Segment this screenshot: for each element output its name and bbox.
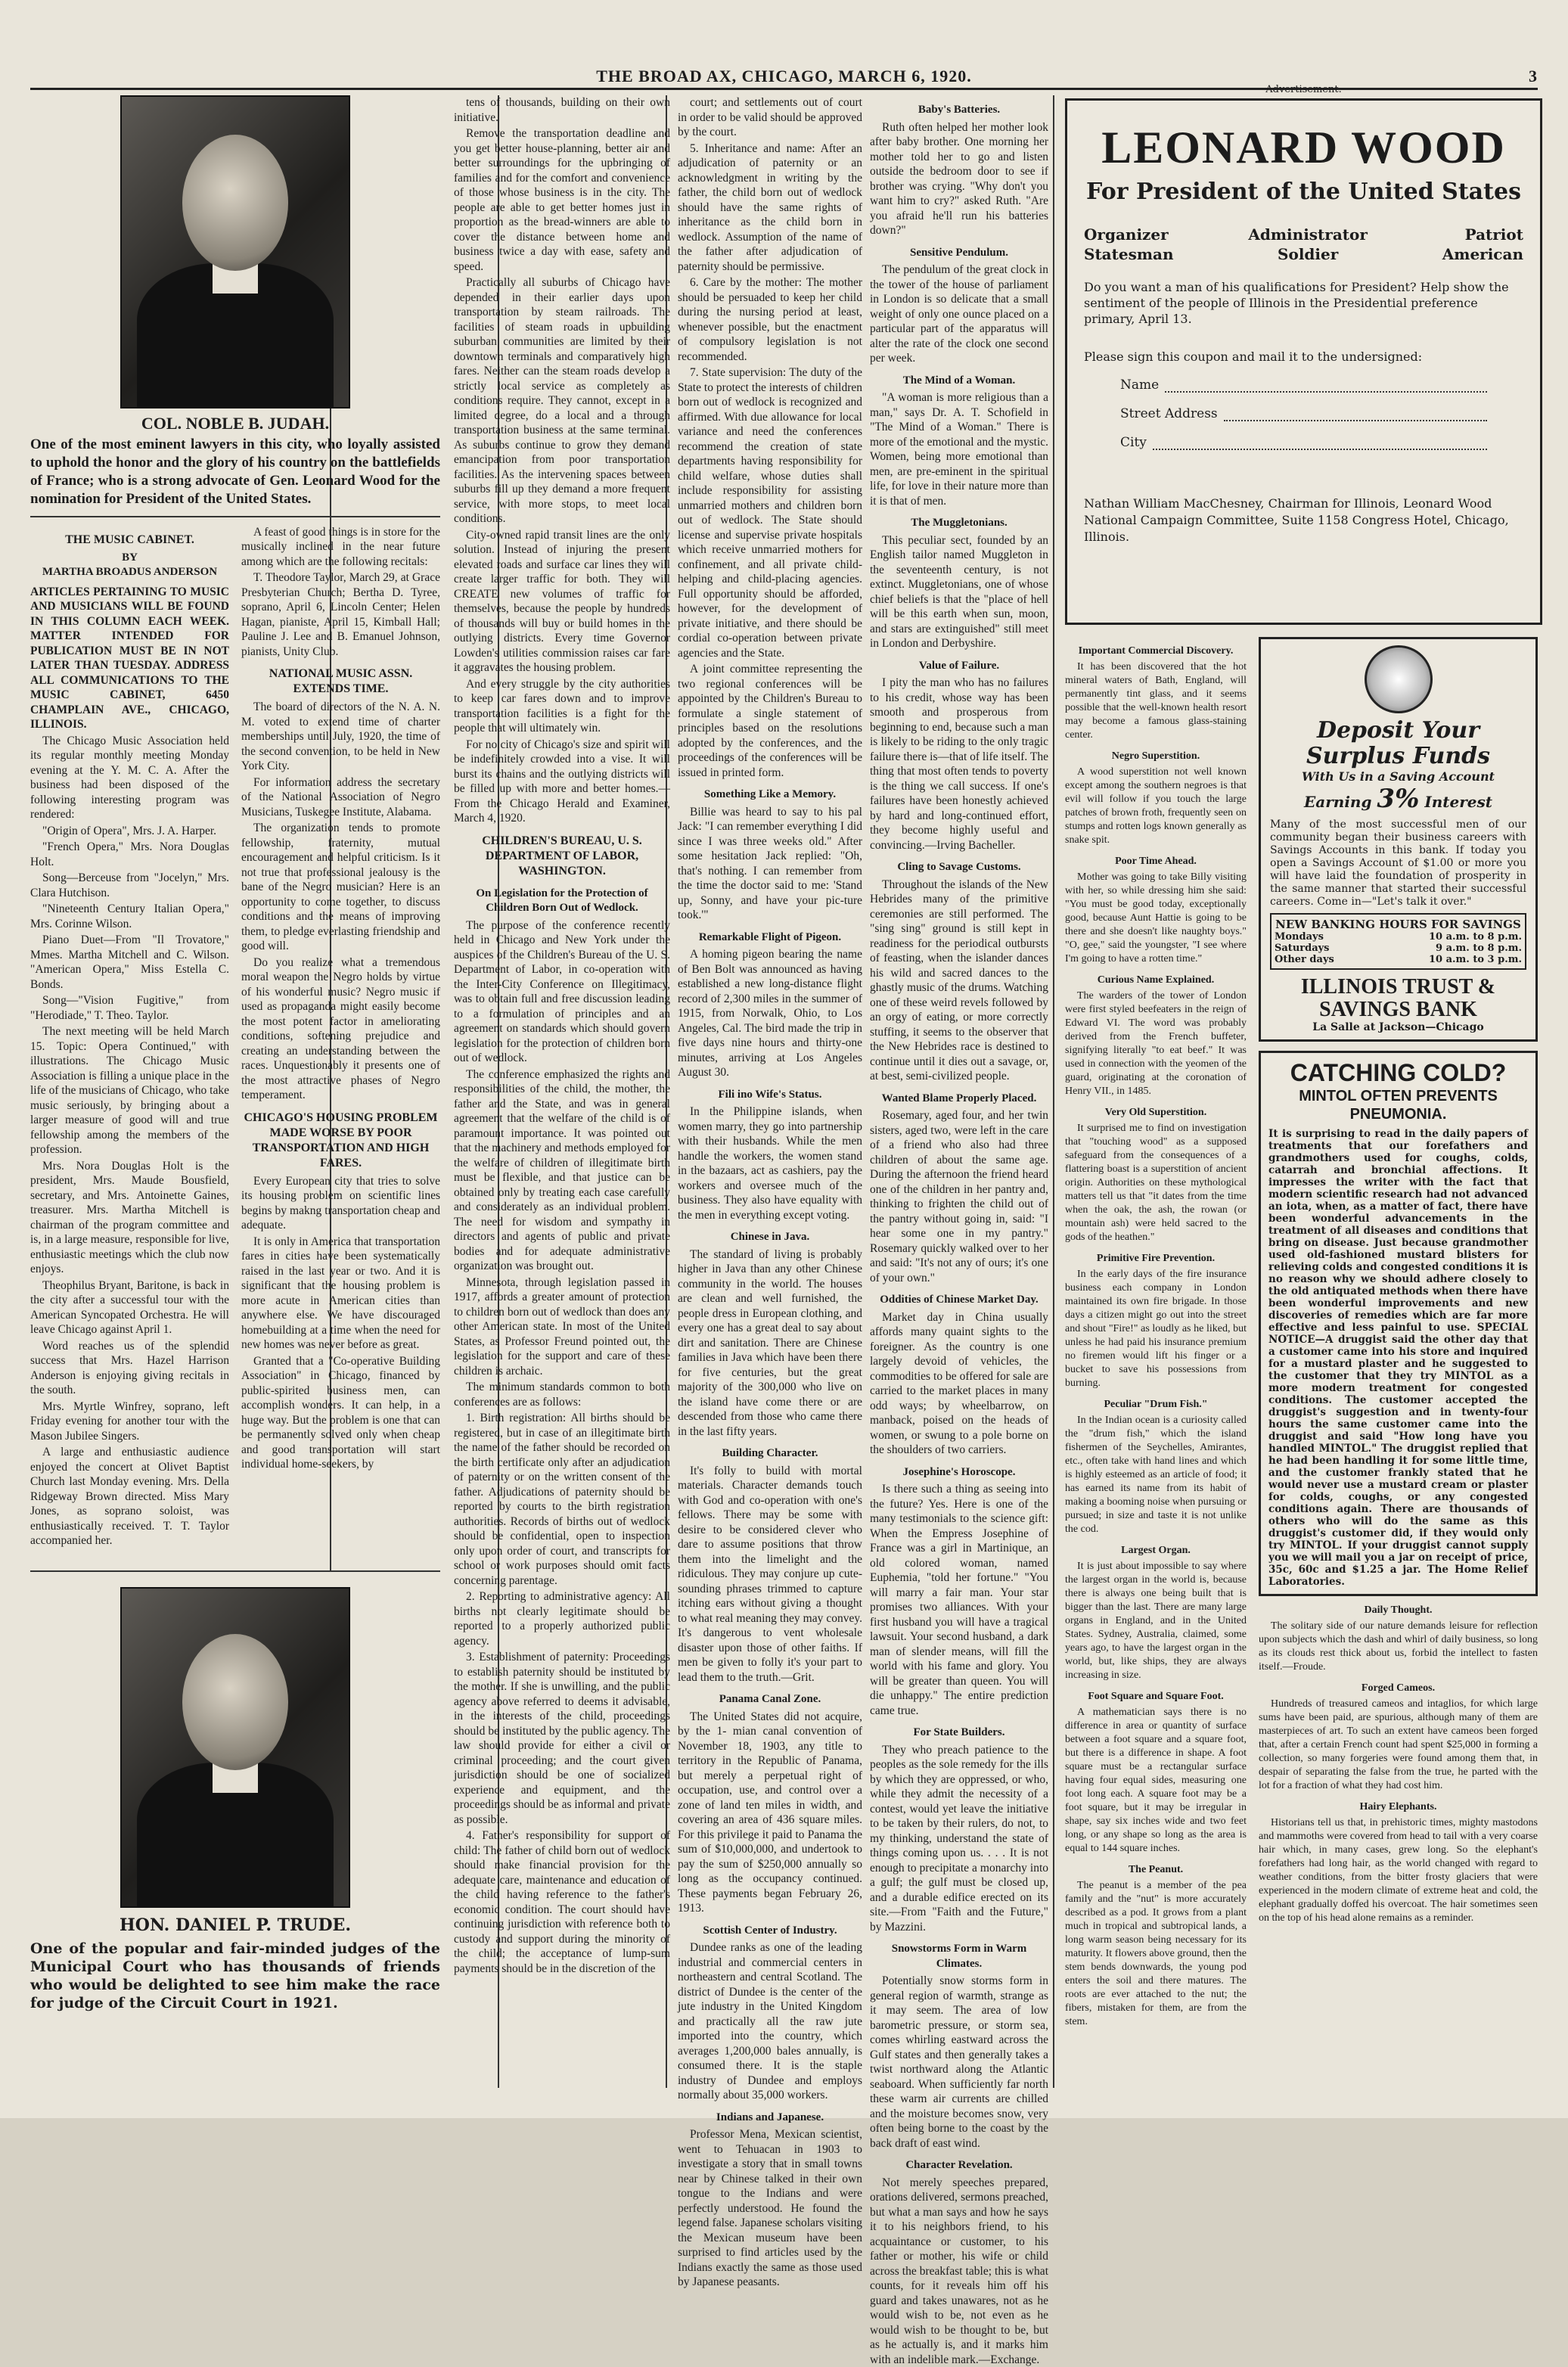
article-paragraph: Market day in China usually affords many quaint sights to the foreigner. As the country is one largely devoid of vehicles, the commodities to be offered for sale are carried to the market places in many odd ways; by wheelbarrow, on manback, poised on the heads of women, or swung to a pole borne on the shoulders of two carriers. <box>870 1310 1048 1458</box>
mintol-subtitle: MINTOL OFTEN PREVENTS PNEUMONIA. <box>1268 1087 1528 1123</box>
bank-headline: Deposit Your Surplus Funds <box>1270 718 1526 769</box>
article-paragraph: In the Philippine islands, when women marry, they go into partnership with their husbands. While the men handle the workers, the women stand in the bazaars, act as cashiers, pay the workers and oversee much of the business. They also have equality with the men in everything except voting. <box>678 1104 862 1222</box>
leonard-wood-ad <box>1065 98 1542 625</box>
mintol-ad <box>1259 1051 1538 1596</box>
article-paragraph: For information address the secretary of the National Association of Negro Musicians, Tuskegee Institute, Alabama. <box>241 775 440 820</box>
article-paragraph: "Nineteenth Century Italian Opera," Mrs. Corinne Wilson. <box>30 902 229 931</box>
article-paragraph: Not merely speeches prepared, orations delivered, sermons preached, but what a man says and how he says it to his neighbors friend, to his acquaintance or customer, to his father or mother, his wife or child across the breakfast table; this is what counts, for it reveals him off his guard and takes unawares, not as he would wish to be, not even as he would wish to be thought to be, but as he actually is, and it marks him with an indelible mark.—Exchange. <box>870 2176 1048 2367</box>
article-heading: Curious Name Explained. <box>1065 974 1247 987</box>
article-heading: Indians and Japanese. <box>678 2111 862 2126</box>
music-title: THE MUSIC CABINET. <box>30 533 229 548</box>
article-paragraph: T. Theodore Taylor, March 29, at Grace Presbyterian Church; Bertha D. Tyree, soprano, April 6, Lincoln Center; Helen Hagan, pianiste, April 15, Kimball Hall; Pauline J. Lee and B. Emanuel Johnson, pianists, Unity Club. <box>241 570 440 659</box>
article-heading: Daily Thought. <box>1259 1604 1538 1617</box>
music-author: MARTHA BROADUS ANDERSON <box>30 565 229 580</box>
advertisement-label: Advertisement. <box>1067 84 1540 95</box>
article-paragraph: Billie was heard to say to his pal Jack: "I can remember everything I did since I was three weeks old." After some hesitation Jack replied: "Oh, that's nothing. I can remember from the time the doctor said to me: 'Stand up, Sonny, and have your pic-ture took.'" <box>678 805 862 923</box>
article-heading: The Mind of a Woman. <box>870 374 1048 389</box>
article-paragraph: For no city of Chicago's size and spirit will be indefinitely crowded into a vise. It will burst its chains and the outlying districts will be filled up with more and better homes.—From the Chicago Herald and Examiner, March 4, 1920. <box>454 738 670 826</box>
coupon-name-field[interactable] <box>1067 377 1540 393</box>
bank-with: With Us in a Saving Account <box>1270 769 1526 784</box>
photo-text-judah: One of the most eminent lawyers in this city, who loyally assisted to uphold the honor and the glory of his country on the battlefields of France; who is a strong advocate of Gen. Leonard Wood for the nomination for President of the United States. <box>30 436 440 508</box>
article-paragraph: 7. State supervision: The duty of the State to protect the interests of children born out of wedlock is recognized and affirmed. With due allowance for local variance and need the conferences recommend the creation of state departments having responsibility for child welfare, whose duties shall include responsibility for assisting unmarried mothers and children born out of wedlock. The State should license and supervise private hospitals which receive unmarried mothers for confinement, and all private child-helping and child-placing agencies. Full opportunity should be afforded, however, for the development of private initiative, and there should be cordial co-operation between private agencies and the State. <box>678 365 862 660</box>
bank-name: ILLINOIS TRUST & SAVINGS BANK <box>1270 976 1526 1021</box>
article-paragraph: It has been discovered that the hot mineral waters of Bath, England, will permanently tint glass, and it seems possible that the well-known health resort may become a famous glass-staining center. <box>1065 660 1247 742</box>
article-paragraph: Ruth often helped her mother look after baby brother. One morning her mother told her to go and listen outside the bedroom door to see if brother was crying. "Why don't you want him to cry?" asked Ruth. "Are you afraid he'll run his batteries down?" <box>870 120 1048 238</box>
article-paragraph: The solitary side of our nature demands leisure for reflection upon subjects which the dash and whirl of daily business, so long as its clouds rest thick about us, forbid the intellect to fasten itself.—Froude. <box>1259 1620 1538 1674</box>
article-paragraph: 4. Father's responsibility for support of child: The father of child born out of wedlock should make financial provision for the adequate care, maintenance and education of the child having reference to the father's economic condition. The court should have continuing jurisdiction with reference both to custody and support during the minority of the child; the acceptance of lump-sum payments should be in the discretion of the <box>454 1828 670 1976</box>
column-three <box>678 95 862 2088</box>
article-heading: Josephine's Horoscope. <box>870 1465 1048 1480</box>
field-label: Street Address <box>1120 406 1218 421</box>
article-heading: Building Character. <box>678 1446 862 1462</box>
article-paragraph: I pity the man who has no failures to his credit, whose way has been smooth and prosperous from beginning to end, because such a man is likely to be riding to the only tragic failure there is—that of life itself. The thing that most often tends to poverty is the thing we call success. If one's failures have been honestly achieved by hard and long-continued effort, they become highly useful and convincing.—Irving Bacheller. <box>870 676 1048 853</box>
article-paragraph: The purpose of the conference recently held in Chicago and New York under the auspices of the Children's Bureau of the U. S. Department of Labor, in co-operation with the Inter-City Conference on Illegitimacy, was to obtain full and free discussion leading to a formulation of principles and an agreement on standards which should govern legislation for the protection of children born out of wedlock. <box>454 918 670 1066</box>
photo-text-trude: One of the popular and fair-minded judges of the Municipal Court who has thousands of friends who would be delighted to see him make the race for judge of the Circuit Court in 1921. <box>30 1940 440 2012</box>
article-paragraph: Song—Berceuse from "Jocelyn," Mrs. Clara Hutchison. <box>30 871 229 900</box>
article-heading: Fili ino Wife's Status. <box>678 1088 862 1103</box>
article-heading: Negro Superstition. <box>1065 750 1247 763</box>
portrait-photo-judah <box>120 95 350 408</box>
article-paragraph: City-owned rapid transit lines are the only solution. Instead of injuring the present elevated roads and surface car lines they will create larger traffic for both. They will CREATE new volumes of traffic for themselves, because the people by hundreds of thousands will buy or build homes in the outlying districts. Every time Governor Lowden's utilities commission raises car fare it aggravates the housing problem. <box>454 528 670 676</box>
hours-day: Mondays <box>1275 931 1324 943</box>
field-label: Name <box>1120 377 1159 393</box>
article-paragraph: Practically all suburbs of Chicago have depended in their earlier days upon transportation by steam railroads. The facilities of steam roads in upbuilding suburban communities are limited by their downtown terminals and comparatively high fares. Neither can the steam roads develop a strictly local service as completely as conditions require. They cannot, except in a limited degree, do a local and a through transportation business at the same terminal. As suburbs continue to grow they demand emancipation from poor transportation facilities. As the intervening spaces between suburbs fill up they demand a more frequent service, with more stops, to meet local conditions. <box>454 275 670 527</box>
article-paragraph: It is only in America that transportation fares in cities have been systematically raised in the last year or two. And it is significant that the housing problem is more acute in American cities than anywhere else. We have discouraged homebuilding at a time when the need for new homes was never before as great. <box>241 1235 440 1353</box>
article-paragraph: The warders of the tower of London were first styled beefeaters in the reign of Edward VI. The word was probably derived from the French buffeter, signifying literally "to eat beef." It was used in connection with the yeomen of the guard, originating at the coronation of Henry VII., in 1485. <box>1065 989 1247 1098</box>
childrens-bureau-title: CHILDREN'S BUREAU, U. S. DEPARTMENT OF LABOR, WASHINGTON. <box>454 834 670 879</box>
article-heading: Value of Failure. <box>870 659 1048 674</box>
coupon-city-field[interactable] <box>1067 435 1540 450</box>
ad-roles <box>1067 225 1540 264</box>
ad-role: Patriot <box>1442 225 1523 244</box>
hours-title: NEW BANKING HOURS FOR SAVINGS <box>1275 918 1522 931</box>
article-heading: The Peanut. <box>1065 1863 1247 1877</box>
article-paragraph: The standard of living is probably higher in Java than any other Chinese community in the world. The houses are clean and well furnished, the people dress in European clothing, and every one has a great deal to say about dirt and sanitation. There are Chinese families in Java which have been there for five centuries, but the great majority of the 300,000 who live on the island have come there or are descended from those who came there in the last fifty years. <box>678 1247 862 1440</box>
column-rule <box>1053 95 1054 2088</box>
article-heading: Sensitive Pendulum. <box>870 246 1048 261</box>
article-paragraph: Granted that a "Co-operative Building Association" in Chicago, financed by public-spirited business men, can accomplish wonders. It can help, in a huge way. But the problem is one that can be permanently solved only when cheap and good transportation will start individual home-seekers, by <box>241 1354 440 1472</box>
article-paragraph: Throughout the islands of the New Hebrides many of the primitive ceremonies are still performed. The "sing sing" ground is still kept in readiness for the periodical outbursts of feasting, when the islander dances his wild and sacred dances to the ghastly music of the drums. Watching one of these weird revels followed by an orgy of eating, or more correctly stuffing, it seems to the observer that the New Hebrides race is destined to continue until it dies out a savage, or, at best, semi-civilized people. <box>870 878 1048 1084</box>
article-paragraph: It's folly to build with mortal materials. Character demands touch with God and co-operation with one's fellows. There may be some with desire to be considered clever who dare to assume positions that throw them into the limelight and the ridiculous. They may conjure up cute-sounding phrases trimmed to capture itching ears without giving a thought to what real meaning they may convey. It's dangerous to vent wholesale disaster upon those of other faiths. If men be given to folly it's your part to lead them to the truth.—Grit. <box>678 1464 862 1685</box>
housing-title: CHICAGO'S HOUSING PROBLEM MADE WORSE BY POOR TRANSPORTATION AND HIGH FARES. <box>241 1111 440 1171</box>
article-heading: Oddities of Chinese Market Day. <box>870 1293 1048 1308</box>
article-heading: Very Old Superstition. <box>1065 1106 1247 1120</box>
interest-rate: 3% <box>1377 784 1419 814</box>
article-paragraph: The pendulum of the great clock in the tower of the house of parliament in London is so delicate that a small weight of only one ounce placed on a particular part of the apparatus will alter the rate of the clock one second per week. <box>870 262 1048 366</box>
article-paragraph: 3. Establishment of paternity: Proceedings to establish paternity should be instituted by the mother. If she is unwilling, and the public agency above referred to deems it advisable, in the interests of the child, proceedings should be instituted by the public agency. The law should provide for either a civil or criminal proceeding; and the court given jurisdiction should be one of socialized experience and equipment, and the proceedings should be as informal and private as possible. <box>454 1650 670 1827</box>
hours-time: 9 a.m. to 8 p.m. <box>1436 943 1522 954</box>
bank-address: La Salle at Jackson—Chicago <box>1270 1021 1526 1033</box>
article-paragraph: "A woman is more religious than a man," says Dr. A. T. Schofield in "The Mind of a Woman." There is more of the emotional and the mystic. Women, being more emotional than men, are pre-eminent in the spiritual life, for love in their nature more than it is that of men. <box>870 390 1048 508</box>
photo-caption-judah: COL. NOBLE B. JUDAH. <box>30 416 440 431</box>
article-paragraph: Professor Mena, Mexican scientist, went to Tehuacan in 1903 to investigate a story that in small towns near by Chinese talked in their own tongue to the Indians and were perfectly understood. He found the legend false. Japanese scholars visiting the Mexican museum have been surprised to find articles used by the Indians exactly the same as those used by Japanese peasants. <box>678 2127 862 2290</box>
article-heading: Forged Cameos. <box>1259 1682 1538 1695</box>
ad-chairman: Nathan William MacChesney, Chairman for Illinois, Leonard Wood National Campaign Committee, Suite 1158 Congress Hotel, Chicago, Illinois. <box>1067 495 1540 545</box>
ad-role: Statesman <box>1084 244 1174 264</box>
article-heading: Baby's Batteries. <box>870 103 1048 118</box>
bank-earning <box>1270 784 1526 814</box>
ad-role: American <box>1442 244 1523 264</box>
article-paragraph: Dundee ranks as one of the leading industrial and commercial centers in northeastern and central Scotland. The district of Dundee is the center of the jute industry in the United Kingdom and practically all the raw jute imported into the country, which averages 1,200,000 bales annually, is consumed there. It is the staple industry of Dundee and employs normally about 35,000 workers. <box>678 1940 862 2103</box>
article-paragraph: A mathematician says there is no difference in area or quantity of surface between a foot square and a square foot, but there is a difference in shape. A foot square must be a rectangular surface having four equal sides, measuring one foot long each. A square foot may be a foot square, but it may be irregular in shape, say six inches wide and two feet long, or any shape so long as the area is equal to 144 square inches. <box>1065 1706 1247 1856</box>
ad-question: Do you want a man of his qualifications for President? Help show the sentiment of the people of Illinois in the Presidential preference primary, April 13. <box>1067 279 1540 327</box>
article-heading: Remarkable Flight of Pigeon. <box>678 930 862 946</box>
music-by: BY <box>30 551 229 566</box>
article-paragraph: 5. Inheritance and name: After an adjudication of paternity or an acknowledgment in writing by the father, the child born out of wedlock should have the same rights of inheritance as the child born in wedlock. Assumption of the name of the father after adjudication of paternity should be permissive. <box>678 141 862 275</box>
article-heading: Hairy Elephants. <box>1259 1800 1538 1814</box>
article-paragraph: Theophilus Bryant, Baritone, is back in the city after a successful tour with the American Syncopated Orchestra. He will leave Chicago against April 1. <box>30 1278 229 1337</box>
music-and-housing <box>30 525 440 1550</box>
bank-ad <box>1259 637 1538 1042</box>
article-heading: Poor Time Ahead. <box>1065 855 1247 868</box>
article-paragraph: Mother was going to take Billy visiting with her, so while dressing him she said: "You must be good today, exceptionally good, because Aunt Hattie is going to be there and she doesn't like naughty boys." "O, gee," said the youngster, "I see where I'm going to have a rotten time." <box>1065 871 1247 966</box>
article-paragraph: The board of directors of the N. A. N. M. voted to extend time of charter memberships until July, 1920, the time of the second convention, to be held in New York City. <box>241 700 440 774</box>
article-paragraph: 1. Birth registration: All births should be registered, but in case of an illegitimate birth the name of the father should be recorded on the birth certificate only after an adjudication of paternity or on the written consent of the father. Adjudications of paternity should be reported by courts to the birth registration authorities. Records of births out of wedlock should be confidential, open to inspection only upon order of court, and transcripts for school or work purposes should omit facts concerning parentage. <box>454 1411 670 1588</box>
childrens-bureau-subtitle: On Legislation for the Protection of Children Born Out of Wedlock. <box>454 887 670 916</box>
article-paragraph: "Origin of Opera", Mrs. J. A. Harper. <box>30 824 229 839</box>
article-paragraph: Word reaches us of the splendid success that Mrs. Hazel Harrison Anderson is enjoying giving recitals in the south. <box>30 1339 229 1398</box>
article-paragraph: Remove the transportation deadline and you get better house-planning, better air and better surroundings for the upbringing of families and for the comfort and convenience of those whose business is in the city. The people are able to get better homes just in proportion as the bread-winners are able to cover the distance between home and business twice a day with ease, safety and speed. <box>454 126 670 274</box>
coupon-address-field[interactable] <box>1067 406 1540 421</box>
masthead-title: THE BROAD AX, CHICAGO, MARCH 6, 1920. <box>596 67 972 86</box>
article-paragraph: Minnesota, through legislation passed in 1917, affords a greater amount of protection to children born out of wedlock than does any other American state. In most of the United States, as Professor Freund pointed out, the legislation for the support and care of these children is archaic. <box>454 1275 670 1379</box>
article-paragraph: Do you realize what a tremendous moral weapon the Negro holds by virtue of his wonderful music? Negro music if used as propaganda might easily become the most potent factor in ameliorating conditions, softening prejudice and creating an understanding between the races. Unquestionably it presents one of the most attractive phases of Negro temperament. <box>241 955 440 1103</box>
article-heading: Peculiar "Drum Fish." <box>1065 1398 1247 1412</box>
article-paragraph: The minimum standards common to both conferences are as follows: <box>454 1380 670 1409</box>
article-paragraph: Every European city that tries to solve its housing problem on scientific lines begins by makng transportation cheap and adequate. <box>241 1174 440 1233</box>
article-heading: Primitive Fire Prevention. <box>1065 1252 1247 1266</box>
article-paragraph: Mrs. Nora Douglas Holt is the president, Mrs. Maude Bousfield, secretary, and Mrs. Antoinette Gaines, treasurer. Mrs. Martha Mitchell is chairman of the program committee and is, in a large measure, responsible for live, enthusiastic meetings which the club now enjoys. <box>30 1159 229 1277</box>
article-paragraph: 6. Care by the mother: The mother should be persuaded to keep her child during the nursing period at least, whenever possible, but the enactment of compulsory legislation is not recommended. <box>678 275 862 364</box>
article-heading: Wanted Blame Properly Placed. <box>870 1092 1048 1107</box>
ad-role: Organizer <box>1084 225 1174 244</box>
ad-office: For President of the United States <box>1067 179 1540 205</box>
nma-title: NATIONAL MUSIC ASSN. EXTENDS TIME. <box>241 666 440 697</box>
article-paragraph: court; and settlements out of court in order to be valid should be approved by the court. <box>678 95 862 140</box>
short-items <box>1259 1604 1538 1925</box>
ad-candidate-name: LEONARD WOOD <box>1067 122 1540 174</box>
bank-hours <box>1270 913 1526 970</box>
article-heading: Scottish Center of Industry. <box>678 1924 862 1939</box>
ad-role: Soldier <box>1248 244 1368 264</box>
article-paragraph: This peculiar sect, founded by an English tailor named Muggleton in the seventeenth century, is not extinct. Muggletonians, one of whose chief beliefs is that the "place of hell will be this earth when sun, moon, and stars are extinguished" still meet in London and Derbyshire. <box>870 533 1048 651</box>
article-paragraph: Historians tell us that, in prehistoric times, mighty mastodons and mammoths were covered from head to tail with a very coarse hair which, in many cases, grew long. So the elephant's forefathers had long hair, as the world changed with regard to weather conditions, from the bitter frosty glaciers that were experienced in the modern climate of extreme heat and cold, the elephant gradually doffed his overcoat. The hair sometimes seen on the top of his head alone remains as a reminder. <box>1259 1816 1538 1925</box>
article-paragraph: In the Indian ocean is a curiosity called the "drum fish," which the island fishermen of the Seychelles, Amirantes, etc., often take with hand lines and which is highly esteemed as an article of food; it has earned its name from its habit of making a booming noise when pursuing or pursued; in size and taste it is not unlike the cod. <box>1065 1414 1247 1536</box>
article-heading: Cling to Savage Customs. <box>870 860 1048 875</box>
article-paragraph: Mrs. Myrtle Winfrey, soprano, left Friday evening for another tour with the Mason Jubilee Singers. <box>30 1399 229 1444</box>
photo-caption-trude: HON. DANIEL P. TRUDE. <box>30 1915 440 1935</box>
article-paragraph: A feast of good things is in store for the musically inclined in the near future among which are the following recitals: <box>241 525 440 570</box>
article-heading: Important Commercial Discovery. <box>1065 645 1247 658</box>
article-heading: Something Like a Memory. <box>678 787 862 803</box>
article-heading: The Muggletonians. <box>870 516 1048 531</box>
article-heading: Foot Square and Square Foot. <box>1065 1690 1247 1704</box>
trude-block <box>30 1570 440 2094</box>
article-paragraph: In the early days of the fire insurance business each company in London maintained its own fire brigade. In those days a citizen might go out into the street and shout "Fire!" as loudly as he liked, but unless he had paid his insurance premium no firemen would lift his finger or a bucket to save his possessions from burning. <box>1065 1268 1247 1390</box>
article-paragraph: The next meeting will be held March 15. Topic: Opera Continued," with illustrations. The Chicago Music Association is filling a unique place in the life of the musicians of Chicago, who take music seriously, by bringing about a larger measure of good will and true fellowship among the members of the profession. <box>30 1024 229 1157</box>
article-paragraph: A joint committee representing the two regional conferences will be appointed by the Children's Bureau to formulate a single statement of principles based on the resolutions adopted by the conferences, and the proceedings of the conferences will be issued in printed form. <box>678 662 862 780</box>
article-paragraph: A homing pigeon bearing the name of Ben Bolt was announced as having established a new long-distance flight record of 2,300 miles in the summer of 1915, from Norwalk, Ohio, to Los Angeles, Cal. The bird made the trip in five days nine hours and thirty-one minutes, arriving at Los Angeles August 30. <box>678 947 862 1080</box>
ad-role: Administrator <box>1248 225 1368 244</box>
music-notice: ARTICLES PERTAINING TO MUSIC AND MUSICIANS WILL BE FOUND IN THIS COLUMN EACH WEEK. MATTER INTENDED FOR PUBLICATION MUST BE IN NOT LATER THAN TUESDAY. ADDRESS ALL COMMUNICATIONS TO THE MUSIC CABINET, 6450 CHAMPLAIN AVE., CHICAGO, ILLINOIS. <box>30 585 229 732</box>
right-column-left <box>1065 637 1247 2030</box>
article-paragraph: It surprised me to find on investigation that "touching wood" as a supposed safeguard from the consequences of a flattering boast is a superstition of ancient origin. Authorities on these mythological matters tell us that "it dates from the time when the oak, the ash, the rowan (or mountain ash) were held sacred to the gods of the heathen." <box>1065 1122 1247 1244</box>
ad-sign-instruction: Please sign this coupon and mail it to the undersigned: <box>1067 349 1540 364</box>
column-two <box>454 95 670 2088</box>
hours-time: 10 a.m. to 8 p.m. <box>1429 931 1522 943</box>
article-paragraph: 2. Reporting to administrative agency: All births not clearly legitimate should be reported to a properly authorized public agency. <box>454 1589 670 1648</box>
article-heading: Chinese in Java. <box>678 1230 862 1245</box>
article-paragraph: The organization tends to promote fellowship, fraternity, mutual encouragement and helpful criticism. Is it not true that professional jealousy is the bane of the Negro musician? Here is an opportunity to come together, to discuss conditions and the means of improving them, to pledge everlasting friendship and good will. <box>241 821 440 954</box>
article-paragraph: A wood superstition not well known except among the southern negroes is that evil will follow if you touch the large patches of brown froth, frequently seen on stumps and rotten logs known generally as snake spit. <box>1065 766 1247 847</box>
article-heading: Snowstorms Form in Warm Climates. <box>870 1942 1048 1971</box>
article-paragraph: Song—"Vision Fugitive," from "Herodiade," T. Theo. Taylor. <box>30 993 229 1023</box>
portrait-photo-trude <box>120 1587 350 1908</box>
hours-time: 10 a.m. to 3 p.m. <box>1429 954 1522 965</box>
page-number: 3 <box>1529 67 1538 86</box>
article-paragraph: The United States did not acquire, by the 1- mian canal convention of November 18, 1903, any title to territory in the Republic of Panama, but merely a perpetual right of occupation, use, and control over a zone of land ten miles in width, and covering an area of 436 square miles. For this privilege it paid to Panama the sum of $10,000,000, and undertook to pay the sum of $250,000 annually so long as the occupancy continued. These payments began February 26, 1913. <box>678 1710 862 1916</box>
mintol-title: CATCHING COLD? <box>1268 1059 1528 1087</box>
column-four <box>870 95 1048 2088</box>
article-paragraph: They who preach patience to the peoples as the sole remedy for the ills by which they are oppressed, or who, while they admit the necessity of a contest, would yet leave the initiative to be taken by their rulers, do not, to my thinking, understand the state of things coming upon us. . . . It is not enough to precipitate a monarchy into a gulf; the gulf must be closed up, and a durable edifice erected on its site.—From "Faith and the Future," by Mazzini. <box>870 1743 1048 1935</box>
article-paragraph: The Chicago Music Association held its regular monthly meeting Monday evening at the Y. M. C. A. After the business had been disposed of the following interesting program was rendered: <box>30 734 229 822</box>
interest-label: Interest <box>1424 793 1492 811</box>
article-paragraph: A large and enthusiastic audience enjoyed the concert at Olivet Baptist Church last Monday evening. Mrs. Della Ridgeway Brown directed. Miss Mary Jones, as soprano soloist, was enthusiastically received. T. T. Taylor accompanied her. <box>30 1445 229 1548</box>
article-paragraph: Is there such a thing as seeing into the future? Yes. Here is one of the many testimonials to the science gift: When the Empress Josephine of France was a girl in Martinique, an old colored woman, named Euphemia, "told her fortune." "You will marry a fair man. Your star promises two alliances. With your first husband you will have a tragical lawsuit. Your second husband, a dark man of slender means, will fill the world with his fame and glory. You will be greater than queen. You will die unhappy." The entire prediction came true. <box>870 1482 1048 1718</box>
hours-day: Other days <box>1275 954 1334 965</box>
hours-day: Saturdays <box>1275 943 1330 954</box>
right-column-right <box>1259 637 1538 1927</box>
article-paragraph: Rosemary, aged four, and her twin sisters, aged two, were left in the care of a friend who also had three children of about the same age. During the afternoon the friend heard one of the children in her pantry and, thinking to frighten the child out of the pantry without going in, said: "I hear some one in my pantry." Rosemary quickly walked over to her and said: "It's not any of ours; it's one of your own." <box>870 1108 1048 1285</box>
article-paragraph: "French Opera," Mrs. Nora Douglas Holt. <box>30 840 229 869</box>
article-paragraph: Potentially snow storms form in general region of warmth, strange as it may seem. The area of low barometric pressure, or storm sea, comes whirling eastward across the Gulf states and then generally takes a twist northward along the Atlantic seaboard. When sufficiently far north these warm air currents are chilled and the moisture becomes snow, very often being borne to the coast by the back draft of east wind. <box>870 1974 1048 2151</box>
article-paragraph: The peanut is a member of the pea family and the "nut" is more accurately described as a pod. It grows from a plant much in tropical and subtropical lands, a long warm season being necessary for its maturity. It flowers above ground, then the stem bends downwards, the young pod enters the soil and there matures. The roots are ever attached to the nut; the fibers, mistaken for them, are from the stem. <box>1065 1879 1247 2029</box>
article-paragraph: The conference emphasized the rights and responsibilities of the child, the mother, the father and the State, and was in general agreement that the welfare of the child is of paramount importance. It was pointed out that the machinery and methods employed for the welfare of children of illegitimate birth must be flexible, and that justice can be obtained only by treating each case carefully and considerately as an individual problem. The need for wisdom and sympathy in directors and agents of public and private bodies and for adequate administrative organization was brought out. <box>454 1067 670 1274</box>
article-paragraph: Hundreds of treasured cameos and intaglios, for which large sums have been paid, are spurious, although many of them are masterpieces of art. To such an extent have cameos been forged that, after a certain French count had spent $25,000 in forming a collection, so many forgeries were found among them that, in despair of separating the false from the true, he parted with the lot for a fraction of what they had cost him. <box>1259 1698 1538 1793</box>
article-paragraph: tens of thousands, building on their own initiative. <box>454 95 670 125</box>
article-heading: Largest Organ. <box>1065 1544 1247 1558</box>
mintol-body: It is surprising to read in the daily papers of treatments that our forefathers and grandmothers used for coughs, colds, catarrah and bronchial affections. It impresses the writer with the fact that modern scientific research had not advanced an iota, when, as a matter of fact, there have been wonderful advancements in the treatment of all diseases and conditions that bring on disease. Just because grandmother used old-fashioned mustard blisters for relieving colds and congested conditions it is no reason why we should adhere closely to the old antiquated methods when there have been wonderful improvements and new discoveries of remedies which are far more effective and less painful to use. SPECIAL NOTICE—A druggist said the other day that a customer came into his store and inquired for a mustard plaster and he suggested to the customer that they try MINTOL as a more modern treatment for congested conditions. The customer accepted the druggist's suggestion and in twenty-four hours the same customer came into the druggist and said "How long have you handled MINTOL." The druggist replied that he had been handling it for some little time, and the customer frankly stated that he would never use a mustard cream or plaster for colds, coughs, or any congested conditions again. There are thousands of others who will do the same as this druggist's customer did, if they would only try MINTOL. If your druggist cannot supply you we will mail you a jar on receipt of price, 35c, 60c and $1.25 a jar. The Home Relief Laboratories. <box>1268 1128 1528 1588</box>
bank-body: Many of the most successful men of our community began their business careers with Savings Accounts in this bank. If today you open a Savings Account of $1.00 or more you will have laid the foundation of prosperity in the same manner that started their successful careers. Come in—"Let's talk it over." <box>1270 819 1526 909</box>
article-paragraph: And every struggle by the city authorities to keep car fares down and to improve transportation facilities is a fight for the people that will ultimately win. <box>454 677 670 736</box>
article-paragraph: It is just about impossible to say where the largest organ in the world is, because there is always one being built that is bigger than the last. There are many large organs in England, and in the United States. Sydney, Australia, claimed, some years ago, to have the largest organ in the world, but, like ships, they are always increasing in size. <box>1065 1560 1247 1682</box>
article-heading: For State Builders. <box>870 1726 1048 1741</box>
article-heading: Character Revelation. <box>870 2158 1048 2173</box>
article-paragraph: Piano Duet—From "Il Trovatore," Mmes. Martha Mitchell and C. Wilson. "American Opera," Miss Estella C. Bonds. <box>30 933 229 992</box>
field-label: City <box>1120 435 1147 450</box>
article-heading: Panama Canal Zone. <box>678 1692 862 1707</box>
earning-label: Earning <box>1304 793 1371 811</box>
bank-seal-icon <box>1365 645 1433 713</box>
